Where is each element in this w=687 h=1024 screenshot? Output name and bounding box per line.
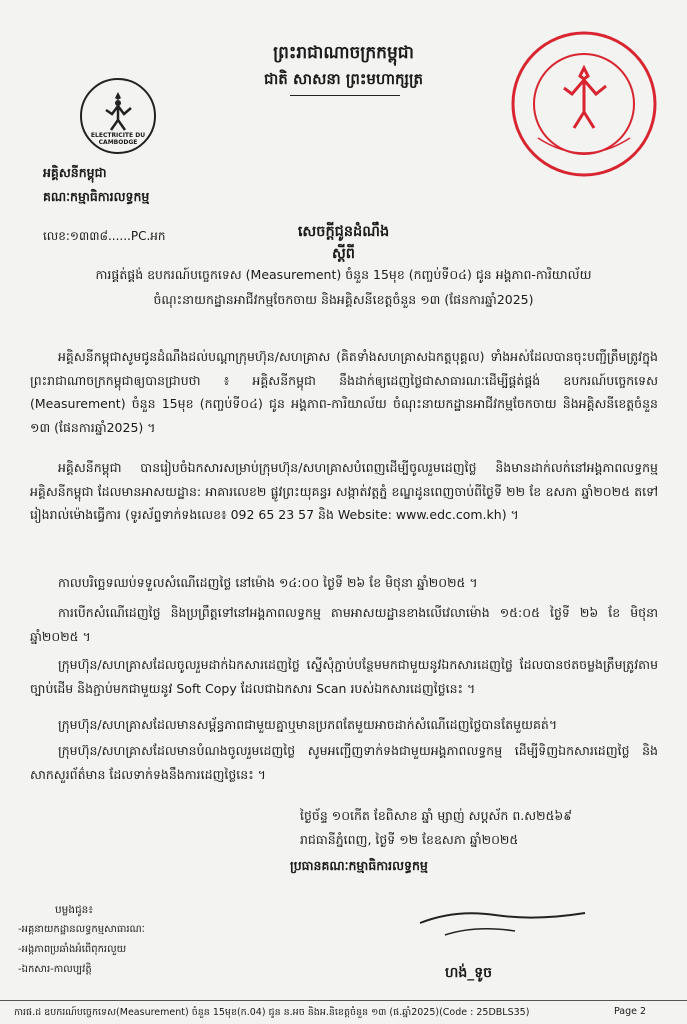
signatory-name: ហង់_ទូច <box>445 965 492 981</box>
lunar-date: ថ្ងៃច័ន្ទ ១០កើត ខែពិសាខ ឆ្នាំ ម្សាញ់ សប្តស័ក ព.ស២៥៦៩ <box>300 808 573 823</box>
issuer-organization: អគ្គិសនីកម្ពុជា <box>43 165 107 180</box>
body-paragraph-announcement: អគ្គិសនីកម្ពុជាសូមជូនដំណឹងដល់បណ្តាក្រុមហ៊ុន/សហគ្រាស (គិតទាំងសហគ្រាសឯកត្តបុគ្គល) ទាំងអស់ដែលបានចុះបញ្ជីត្រឹមត្រូវក្នុងព្រះរាជាណាចក្រកម្ពុជាឲ្យបានជ្រាបថា ៖ អគ្គិសនីកម្ពុជា នឹងដាក់ឲ្យដេញថ្លៃជាសាធារណៈដើម្បីផ្គត់ផ្គង់ ឧបករណ៍បច្ចេកទេស (Measurement) ចំនួន 15មុខ (កញ្ចប់ទី០៤) ជូន អង្គភាព-ការិយាល័យ ចំណុះនាយកដ្ឋានអាជីវកម្មចែកចាយ និងអគ្គិសនីខេត្តចំនួន ១៣ (ផែនការឆ្នាំ2025) ។ <box>30 349 658 435</box>
handwritten-signature <box>415 895 590 950</box>
cc-item: -អគ្គនាយកដ្ឋានលទ្ធកម្មសាធារណៈ <box>18 924 145 935</box>
kingdom-heading: ព្រះរាជាណាចក្រកម្ពុជា <box>273 43 414 63</box>
official-seal-stamp <box>508 28 660 180</box>
signatory-title: ប្រធានគណៈកម្មាធិការលទ្ធកម្ម <box>290 858 428 873</box>
notice-subject-line-2: ចំណុះនាយកដ្ឋានអាជីវកម្មចែកចាយ និងអគ្គិសនីខេត្តចំនួន ១៣ (ផែនការឆ្នាំ2025) <box>153 292 534 307</box>
footer-divider <box>0 1000 687 1001</box>
national-motto: ជាតិ សាសនា ព្រះមហាក្សត្រ <box>264 70 423 88</box>
cc-item: -អង្គភាពប្រឆាំងអំពើពុករលួយ <box>18 944 127 955</box>
body-paragraph-opening: ការបើកសំណើដេញថ្លៃ និងប្រព្រឹត្តទៅនៅអង្គភាពលទ្ធកម្ម តាមអាសយដ្ឋានខាងលើវេលាម៉ោង ១៥:០៥ ថ្ងៃទី ២៦ ខែ មិថុនា ឆ្នាំ២០២៥ ។ <box>30 605 658 644</box>
edc-logo <box>80 78 156 154</box>
reference-number: លេខ:១៣៣៨......PC.អក <box>43 229 166 243</box>
body-paragraph-deadline: កាលបរិច្ឆេទឈប់ទទួលសំណើដេញថ្លៃ នៅម៉ោង ១៤:០០ ថ្ងៃទី ២៦ ខែ មិថុនា ឆ្នាំ២០២៥ ។ <box>58 575 478 590</box>
footer-reference: ការផ.ដ ឧបករណ៍បច្ចេកទេស(Measurement) ចំនួន 15មុខ(ក.04) ជូន ន.អច និងអ.និខេត្តចំនួន ១៣ (ផ.ឆ្នាំ2025)(Code : 25DBLS35) <box>14 1007 530 1018</box>
body-paragraph-documents: អគ្គិសនីកម្ពុជា បានរៀបចំឯកសារសម្រាប់ក្រុមហ៊ុន/សហគ្រាសបំពេញដើម្បីចូលរួមដេញថ្លៃ និងមានដាក់លក់នៅអង្គភាពលទ្ធកម្មអគ្គិសនីកម្ពុជា ដែលមានអាសយដ្ឋាន: អាគារលេខ២ ផ្លូវព្រះយុគន្ធរ សង្កាត់វត្តភ្នំ ខណ្ឌដូនពេញចាប់ពីថ្ងៃទី ២២ ខែ ឧសភា ឆ្នាំ២០២៥ តទៅរៀងរាល់ម៉ោងធ្វើការ (ទូរស័ព្ទទាក់ទងលេខ៖ 092 65 23 57 និង Website: www.edc.com.kh) ។ <box>30 460 658 522</box>
page-number: Page 2 <box>614 1006 647 1017</box>
notice-subject-line-1: ការផ្គត់ផ្គង់ ឧបករណ៍បច្ចេកទេស (Measurement) ចំនួន 15មុខ (កញ្ចប់ទី០៤) ជូន អង្គភាព-ការិយាល័យ <box>95 267 592 282</box>
body-paragraph-contact: ក្រុមហ៊ុន/សហគ្រាសដែលមានបំណងចូលរួមដេញថ្លៃ សូមអញ្ជើញទាក់ទងជាមួយអង្គភាពលទ្ធកម្ម ដើម្បីទិញឯកសារដេញថ្លៃ និងសាកសួរព័ត៌មាន ដែលទាក់ទងនឹងការដេញថ្លៃនេះ ។ <box>30 743 658 782</box>
notice-title: សេចក្តីជូនដំណឹង <box>297 223 390 240</box>
body-paragraph-affiliation: ក្រុមហ៊ុន/សហគ្រាសដែលមានសម្ព័ន្ធភាពជាមួយគ្នាឬមានប្រភពតែមួយអាចដាក់សំណើដេញថ្លៃបានតែមួយគត់។ <box>58 717 558 732</box>
cc-heading: បម្លងជូន៖ <box>55 904 93 916</box>
cc-item: -ឯកសារ-កាលប្បវត្តិ <box>18 964 92 975</box>
body-paragraph-copies: ក្រុមហ៊ុន/សហគ្រាសដែលចូលរួមដាក់ឯកសារដេញថ្លៃ ស្នើសុំភ្ជាប់បន្ថែមមកជាមួយនូវឯកសារដេញថ្លៃ ដែលបានថតចម្លងត្រឹមត្រូវតាមច្បាប់ដើម និងភ្ជាប់មកជាមួយនូវ Soft Copy ដែលជាឯកសារ Scan របស់ឯកសារដេញថ្លៃនេះ ។ <box>30 657 658 696</box>
logo-caption: ELECTRICITE DU CAMBODGE <box>90 132 146 146</box>
header-ornament-rule <box>290 95 400 96</box>
place-and-date: រាជធានីភ្នំពេញ, ថ្ងៃទី ១២ ខែឧសភា ឆ្នាំ២០២៥ <box>300 832 519 847</box>
issuer-committee: គណៈកម្មាធិការលទ្ធកម្ម <box>43 189 150 204</box>
notice-about-label: ស្តីពី <box>331 245 355 262</box>
apsara-dancer-icon <box>98 88 138 138</box>
